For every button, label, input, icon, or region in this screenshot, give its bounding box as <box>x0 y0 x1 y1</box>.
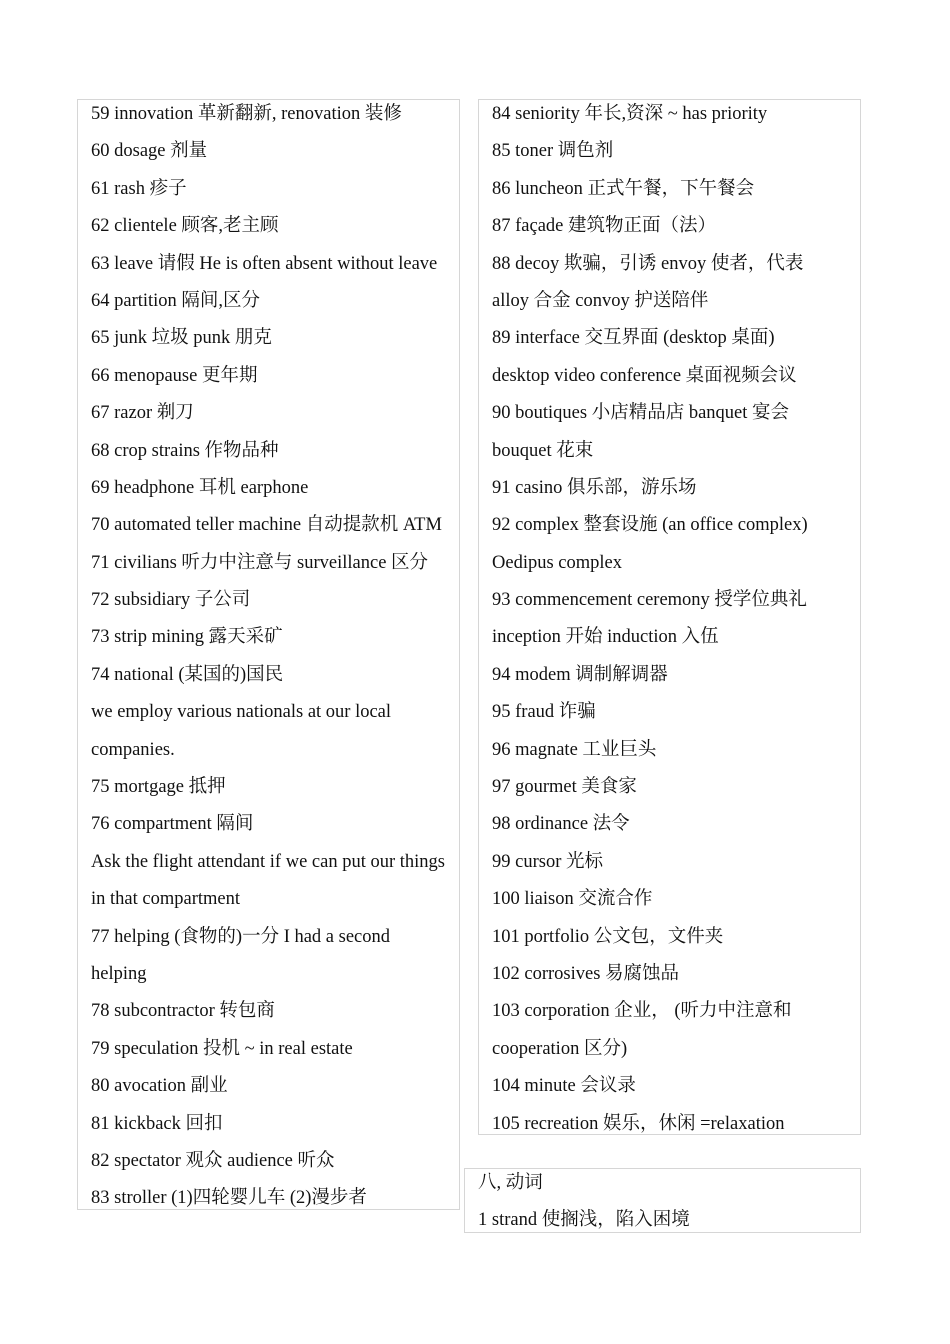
verb-list <box>478 1169 860 1244</box>
vocabulary-entry: 90 boutiques 小店精品店 banquet 宴会 <box>492 403 790 424</box>
vocabulary-entry: 85 toner 调色剂 <box>492 141 614 162</box>
vocabulary-entry: 71 civilians 听力中注意与 surveillance 区分 <box>91 552 429 573</box>
vocabulary-entry: we employ various nationals at our local <box>91 702 392 723</box>
vocabulary-entry: 99 cursor 光标 <box>492 851 603 872</box>
vocabulary-entry: 76 compartment 隔间 <box>91 814 254 835</box>
verb-entry: 八, 动词 <box>478 1173 543 1193</box>
vocabulary-entry: alloy 合金 convoy 护送陪伴 <box>492 290 709 311</box>
vocabulary-entry: helping <box>91 963 147 984</box>
vocabulary-entry: 77 helping (食物的)一分 I had a second <box>91 926 391 947</box>
vocabulary-entry: 61 rash 疹子 <box>91 178 187 199</box>
vocabulary-entry: 102 corrosives 易腐蚀品 <box>492 963 680 984</box>
vocabulary-entry: 94 modem 调制解调器 <box>492 664 668 685</box>
vocabulary-entry: 75 mortgage 抵押 <box>91 777 226 798</box>
vocabulary-entry: 98 ordinance 法令 <box>492 814 630 835</box>
vocabulary-entry: 95 fraud 诈骗 <box>492 702 596 723</box>
vocabulary-entry: 59 innovation 革新翻新, renovation 装修 <box>91 104 402 124</box>
vocabulary-entry: 103 corporation 企业， (听力中注意和 <box>492 1001 792 1022</box>
vocabulary-entry: 81 kickback 回扣 <box>91 1113 223 1134</box>
vocabulary-entry: 67 razor 剃刀 <box>91 403 194 424</box>
vocabulary-entry: 97 gourmet 美食家 <box>492 777 637 798</box>
vocabulary-entry: 70 automated teller machine 自动提款机 ATM <box>91 515 442 536</box>
vocabulary-entry: 80 avocation 副业 <box>91 1076 228 1097</box>
vocabulary-entry: 68 crop strains 作物品种 <box>91 440 279 461</box>
vocabulary-entry: 62 clientele 顾客,老主顾 <box>91 216 279 237</box>
vocabulary-entry: 100 liaison 交流合作 <box>492 889 653 910</box>
vocabulary-entry: 86 luncheon 正式午餐，下午餐会 <box>492 178 755 199</box>
vocabulary-entry: Oedipus complex <box>492 552 622 573</box>
vocabulary-entry: 93 commencement ceremony 授学位典礼 <box>492 590 807 611</box>
right-vocabulary-column <box>478 99 861 1135</box>
vocabulary-entry: desktop video conference 桌面视频会议 <box>492 365 797 386</box>
right-vocabulary-list <box>492 100 860 1147</box>
vocabulary-entry: 89 interface 交互界面 (desktop 桌面) <box>492 328 775 349</box>
vocabulary-entry: 105 recreation 娱乐，休闲 =relaxation <box>492 1113 785 1134</box>
vocabulary-entry: 84 seniority 年长,资深 ~ has priority <box>492 104 768 124</box>
vocabulary-entry: 91 casino 俱乐部，游乐场 <box>492 477 697 498</box>
vocabulary-entry: 69 headphone 耳机 earphone <box>91 477 309 498</box>
vocabulary-entry: 87 façade 建筑物正面（法） <box>492 216 717 237</box>
vocabulary-entry: 66 menopause 更年期 <box>91 365 258 386</box>
vocabulary-entry: 60 dosage 剂量 <box>91 141 208 162</box>
left-vocabulary-list <box>91 100 459 1222</box>
vocabulary-entry: 72 subsidiary 子公司 <box>91 590 251 611</box>
vocabulary-entry: cooperation 区分) <box>492 1038 628 1059</box>
vocabulary-entry: 79 speculation 投机 ~ in real estate <box>91 1038 353 1059</box>
vocabulary-entry: 64 partition 隔间,区分 <box>91 290 261 311</box>
verb-section <box>464 1168 861 1233</box>
vocabulary-entry: inception 开始 induction 入伍 <box>492 627 719 648</box>
vocabulary-entry: Ask the flight attendant if we can put our things <box>91 851 445 872</box>
left-vocabulary-column <box>77 99 460 1210</box>
vocabulary-entry: 65 junk 垃圾 punk 朋克 <box>91 328 272 349</box>
vocabulary-entry: 104 minute 会议录 <box>492 1076 636 1097</box>
vocabulary-entry: 78 subcontractor 转包商 <box>91 1001 275 1022</box>
vocabulary-entry: 73 strip mining 露天采矿 <box>91 627 283 648</box>
vocabulary-entry: 74 national (某国的)国民 <box>91 664 284 685</box>
vocabulary-entry: 88 decoy 欺骗，引诱 envoy 使者，代表 <box>492 253 804 274</box>
vocabulary-entry: 82 spectator 观众 audience 听众 <box>91 1150 335 1171</box>
vocabulary-entry: 101 portfolio 公文包，文件夹 <box>492 926 724 947</box>
vocabulary-entry: bouquet 花束 <box>492 440 594 461</box>
vocabulary-entry: 96 magnate 工业巨头 <box>492 739 657 760</box>
vocabulary-entry: 92 complex 整套设施 (an office complex) <box>492 515 808 536</box>
vocabulary-entry: 63 leave 请假 He is often absent without leave <box>91 253 438 274</box>
verb-entry: 1 strand 使搁浅，陷入困境 <box>478 1210 690 1231</box>
vocabulary-entry: in that compartment <box>91 889 240 910</box>
vocabulary-entry: companies. <box>91 739 175 760</box>
vocabulary-entry: 83 stroller (1)四轮婴儿车 (2)漫步者 <box>91 1188 367 1209</box>
